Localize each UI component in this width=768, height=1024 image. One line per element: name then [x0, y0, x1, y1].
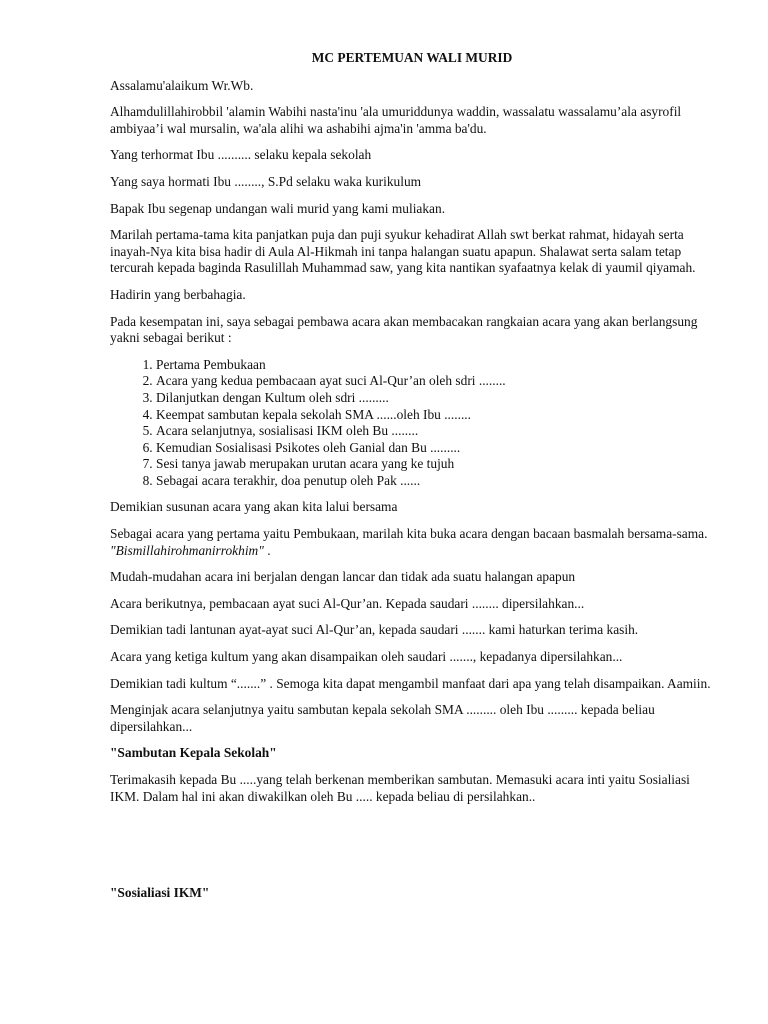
list-item: 2. Acara yang kedua pembacaan ayat suci Al-Qur’an oleh sdri ........: [156, 373, 714, 390]
list-item: 6. Kemudian Sosialisasi Psikotes oleh Ganial dan Bu .........: [156, 440, 714, 457]
audience-greeting: Hadirin yang berbahagia.: [110, 286, 246, 302]
honorific-guests: Bapak Ibu segenap undangan wali murid yang kami muliakan.: [110, 200, 446, 216]
agenda-intro: Pada kesempatan ini, saya sebagai pembawa acara akan membacakan rangkaian acara yang akan berlangsung yakni sebagai berikut :: [110, 313, 698, 346]
honorific-waka: Yang saya hormati Ibu ........, S.Pd selaku waka kurikulum: [110, 173, 422, 189]
quran-reading-paragraph: Acara berikutnya, pembacaan ayat suci Al-Qur’an. Kepada saudari ........ dipersilahkan...: [110, 595, 585, 611]
hope-paragraph: Mudah-mudahan acara ini berjalan dengan lancar dan tidak ada suatu halangan apapun: [110, 569, 576, 585]
section-heading-ikm: "Sosialiasi IKM": [110, 885, 210, 901]
agenda-closing: Demikian susunan acara yang akan kita lalui bersama: [110, 499, 398, 515]
opening-end: .: [263, 542, 271, 558]
list-item: 1. Pertama Pembukaan: [156, 357, 714, 374]
list-item: 5. Acara selanjutnya, sosialisasi IKM oleh Bu ........: [156, 423, 714, 440]
headmaster-speech-intro: Menginjak acara selanjutnya yaitu sambutan kepala sekolah SMA ......... oleh Ibu ......... kepada beliau dipersilahkan...: [110, 702, 655, 734]
blank-space: [110, 815, 714, 885]
list-item: 8. Sebagai acara terakhir, doa penutup oleh Pak ......: [156, 473, 714, 490]
document-title: MC PERTEMUAN WALI MURID: [311, 50, 513, 65]
gratitude-paragraph: Marilah pertama-tama kita panjatkan puja dan puji syukur kehadirat Allah swt berkat rahmat, hidayah serta inayah-Nya kita bisa hadir di Aula Al-Hikmah ini tanpa halangan suatu apapun. Shalawat serta salam tetap tercurah kepada baginda Rasulillah Muhammad saw, yang kita nantikan syafaatnya kelak di yaumil qiyamah.: [110, 227, 696, 276]
document-page: [110, 50, 714, 912]
quran-thanks-paragraph: Demikian tadi lantunan ayat-ayat suci Al-Qur’an, kepada saudari ....... kami haturkan terima kasih.: [110, 622, 639, 638]
opening-prayer: Alhamdulillahirobbil 'alamin Wabihi nasta'inu 'ala umuriddunya waddin, wassalatu wassalamu’ala asyrofil ambiyaa’i wal mursalin, wa'ala alihi wa ashabihi ajma'in 'amma ba'du.: [110, 104, 682, 136]
section-heading-sambutan: "Sambutan Kepala Sekolah": [110, 745, 277, 761]
kultum-thanks-paragraph: Demikian tadi kultum “.......” . Semoga kita dapat mengambil manfaat dari apa yang telah disampaikan. Aamiin.: [110, 675, 711, 691]
opening-text: Sebagai acara yang pertama yaitu Pembukaan, marilah kita buka acara dengan bacaan basmalah bersama-sama.: [110, 526, 708, 542]
honorific-headmaster: Yang terhormat Ibu .......... selaku kepala sekolah: [110, 147, 372, 163]
basmalah-text: "Bismillahirohmanirrokhim": [110, 542, 264, 558]
opening-paragraph: [110, 526, 714, 559]
ikm-intro-paragraph: Terimakasih kepada Bu .....yang telah berkenan memberikan sambutan. Memasuki acara inti yaitu Sosialiasi IKM. Dalam hal ini akan diwakilkan oleh Bu ..... kepada beliau di persilahkan..: [110, 772, 690, 804]
list-item: 7. Sesi tanya jawab merupakan urutan acara yang ke tujuh: [156, 456, 714, 473]
greeting: Assalamu'alaikum Wr.Wb.: [110, 77, 254, 93]
agenda-list: [110, 357, 714, 490]
list-item: 3. Dilanjutkan dengan Kultum oleh sdri .........: [156, 390, 714, 407]
list-item: 4. Keempat sambutan kepala sekolah SMA ......oleh Ibu ........: [156, 407, 714, 424]
kultum-paragraph: Acara yang ketiga kultum yang akan disampaikan oleh saudari ......., kepadanya dipersilahkan...: [110, 649, 623, 665]
